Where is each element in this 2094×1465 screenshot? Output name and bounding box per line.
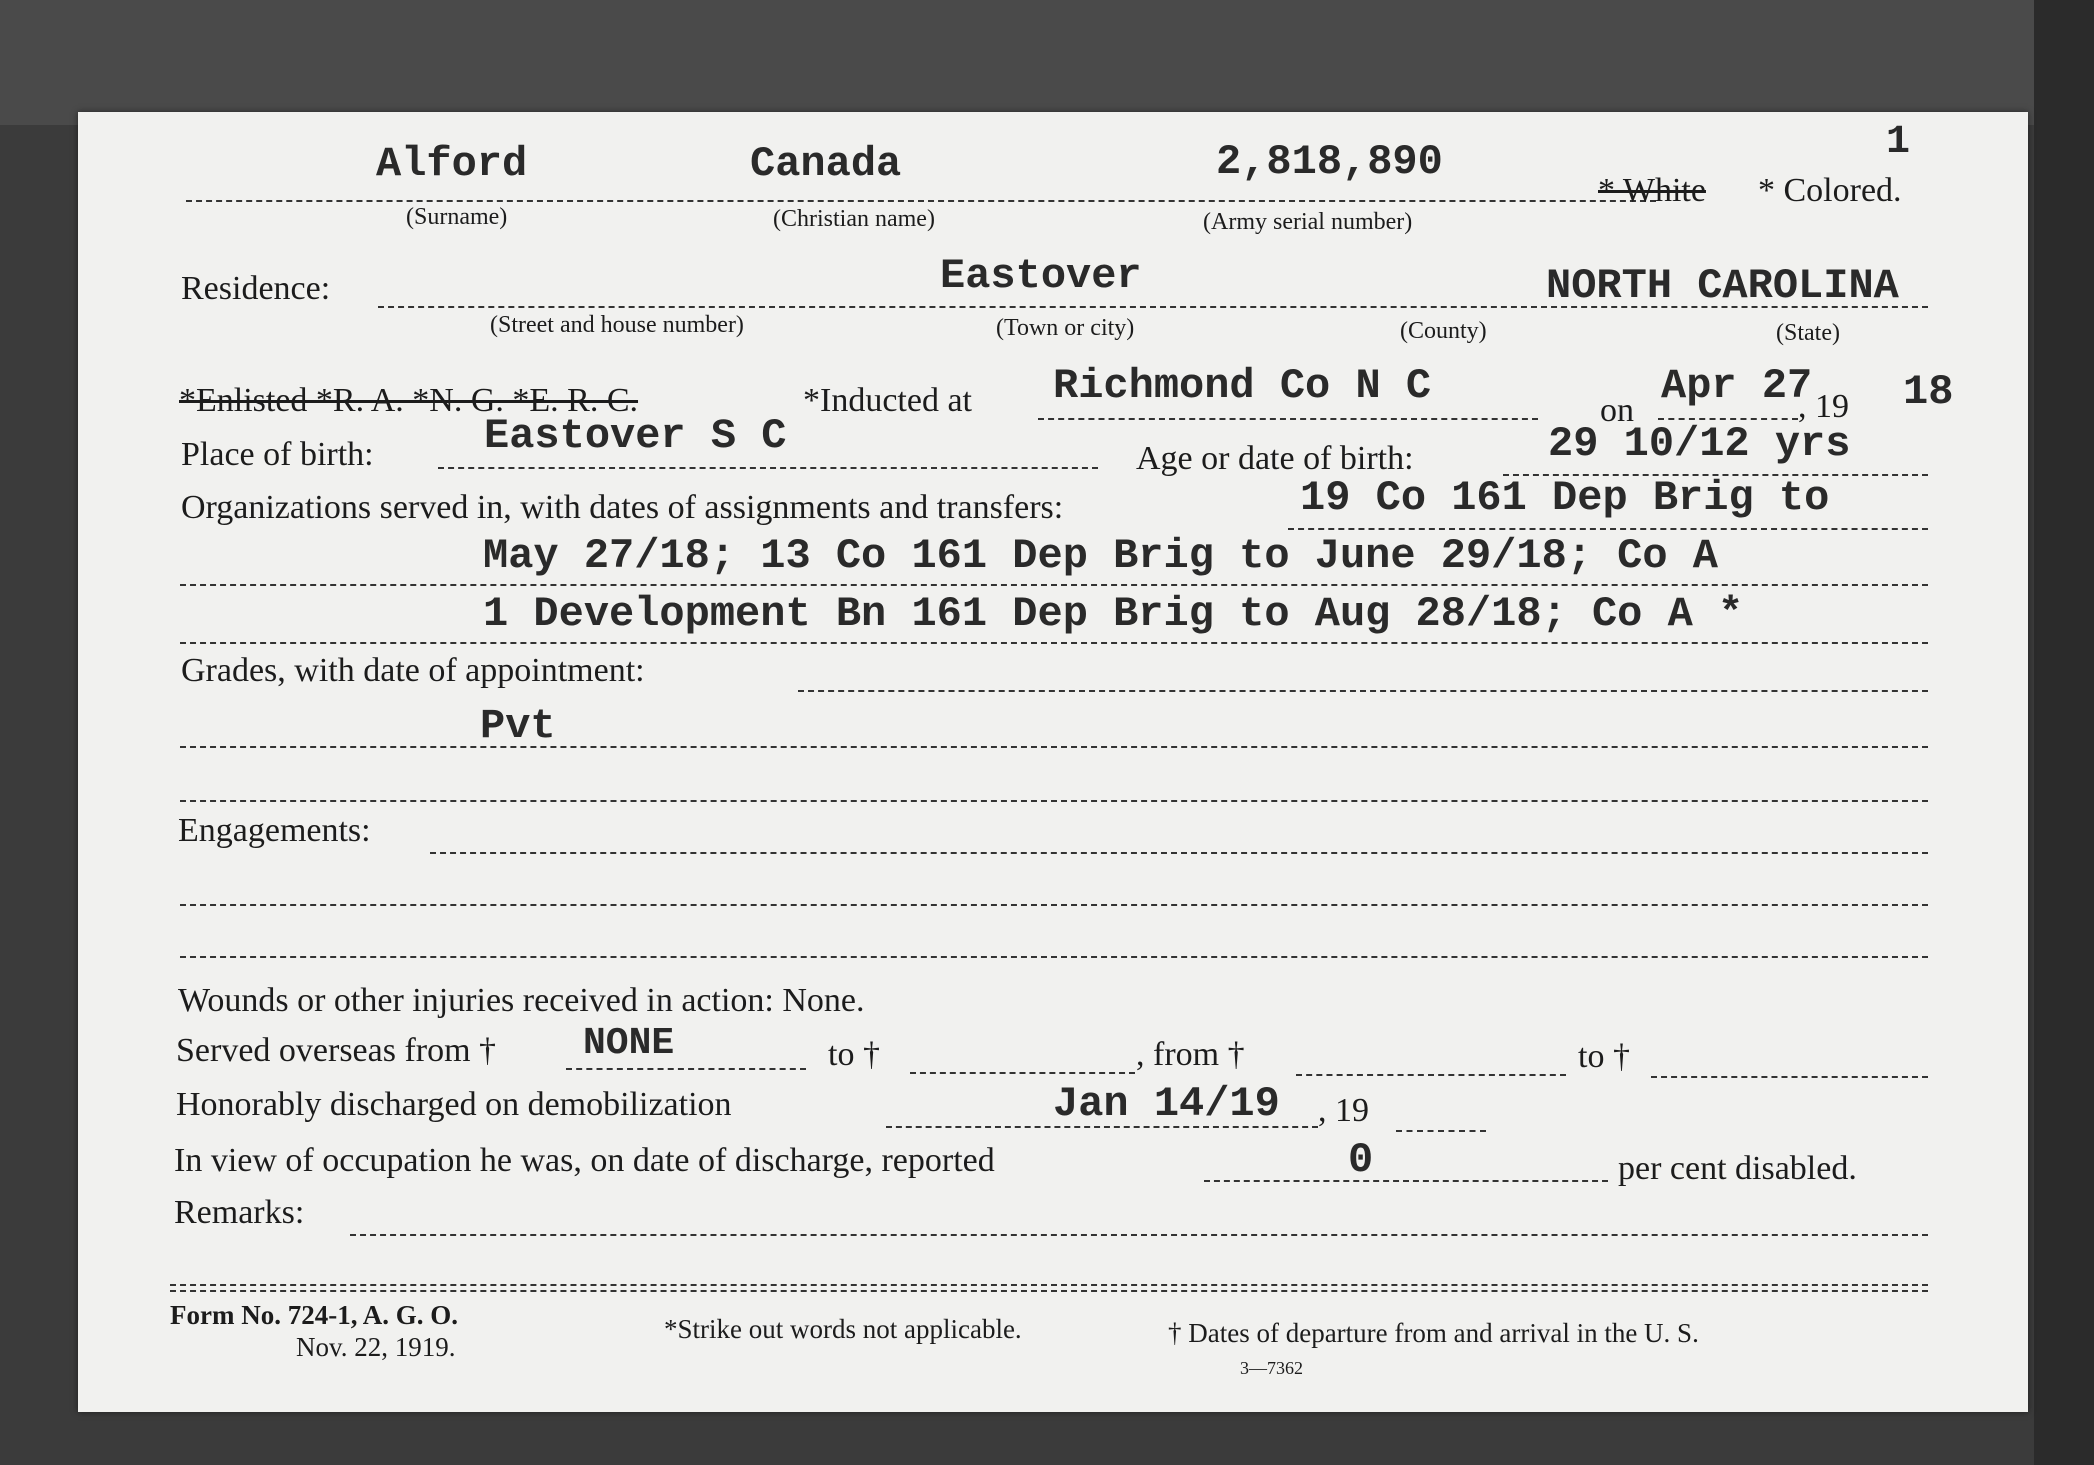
state-value: NORTH CAROLINA: [1546, 262, 1899, 310]
induction-date-value: Apr 27: [1661, 362, 1813, 410]
remarks-label: Remarks:: [174, 1194, 305, 1231]
engagements-rule-3: [180, 956, 1928, 958]
overseas-from-line: [566, 1068, 806, 1070]
served-overseas-label: Served overseas from †: [176, 1032, 497, 1069]
white-option: * White: [1598, 172, 1706, 209]
engagements-label: Engagements:: [178, 812, 371, 849]
form-number: Form No. 724-1, A. G. O.: [170, 1300, 458, 1330]
enlisted-options: *Enlisted *R. A. *N. G. *E. R. C.: [179, 382, 639, 419]
dates-note: † Dates of departure from and arrival in the U. S.: [1168, 1318, 1699, 1348]
age-value: 29 10/12 yrs: [1548, 420, 1851, 468]
grade-value: Pvt: [480, 702, 556, 750]
honorably-discharged-label: Honorably discharged on demobilization: [176, 1086, 732, 1123]
town-value: Eastover: [940, 252, 1142, 300]
wounds-text: Wounds or other injuries received in action: None.: [178, 982, 865, 1019]
discharge-date-value: Jan 14/19: [1053, 1080, 1280, 1128]
organizations-label: Organizations served in, with dates of assignments and transfers:: [181, 489, 1064, 526]
organization-line-2: May 27/18; 13 Co 161 Dep Brig to June 29/18; Co A: [483, 532, 1719, 580]
remarks-rule-1: [350, 1234, 1928, 1236]
occupation-label: In view of occupation he was, on date of discharge, reported: [174, 1142, 995, 1179]
grades-rule-2: [180, 746, 1928, 748]
inducted-label: *Inducted at: [803, 382, 972, 419]
surname-caption: (Surname): [406, 204, 508, 230]
engagements-rule-1: [430, 852, 1928, 854]
birthplace-line: [438, 467, 1098, 469]
residence-label: Residence:: [181, 270, 331, 307]
name-line: [186, 200, 1656, 202]
induction-year-value: 18: [1903, 368, 1954, 416]
background-right: [2034, 0, 2094, 1465]
to-line-1: [910, 1072, 1135, 1074]
christian-name-caption: (Christian name): [773, 206, 935, 232]
service-record-card: [78, 112, 2028, 1412]
colored-option: * Colored.: [1758, 172, 1902, 209]
year-prefix-2: , 19: [1318, 1092, 1369, 1129]
age-label: Age or date of birth:: [1136, 440, 1414, 477]
discharge-year-line: [1396, 1130, 1486, 1132]
town-caption: (Town or city): [996, 315, 1135, 341]
grades-rule-1: [798, 690, 1928, 692]
to-line-2: [1651, 1076, 1928, 1078]
engagements-rule-2: [180, 904, 1928, 906]
birthplace-value: Eastover S C: [484, 412, 787, 460]
card-number: 1: [1886, 120, 1911, 165]
background-top: [0, 0, 2094, 125]
serial-caption: (Army serial number): [1203, 209, 1413, 235]
overseas-from-value: NONE: [583, 1022, 675, 1065]
christian-name-value: Canada: [750, 140, 902, 188]
to-label-1: to †: [828, 1036, 880, 1073]
form-date: Nov. 22, 1919.: [296, 1332, 456, 1362]
org-rule-1: [1288, 528, 1928, 530]
strike-note: *Strike out words not applicable.: [664, 1314, 1022, 1344]
residence-line: [378, 306, 1928, 308]
street-caption: (Street and house number): [490, 312, 744, 338]
organization-line-1: 19 Co 161 Dep Brig to: [1300, 474, 1830, 522]
county-caption: (County): [1400, 318, 1487, 344]
to-label-2: to †: [1578, 1038, 1630, 1075]
print-code: 3—7362: [1240, 1358, 1303, 1378]
place-of-birth-label: Place of birth:: [181, 436, 374, 473]
remarks-rule-3: [170, 1290, 1928, 1292]
on-label: on: [1600, 392, 1634, 429]
from-line: [1296, 1074, 1566, 1076]
discharge-line: [886, 1126, 1318, 1128]
year-prefix: , 19: [1798, 388, 1849, 425]
state-caption: (State): [1776, 320, 1840, 346]
disability-value: 0: [1348, 1136, 1374, 1184]
serial-number-value: 2,818,890: [1216, 138, 1443, 186]
org-rule-3: [180, 642, 1928, 644]
remarks-rule-2: [170, 1284, 1928, 1286]
inducted-at-value: Richmond Co N C: [1053, 362, 1432, 410]
org-rule-2: [180, 584, 1928, 586]
grades-label: Grades, with date of appointment:: [181, 652, 645, 689]
grades-rule-3: [180, 800, 1928, 802]
from-label: , from †: [1136, 1036, 1245, 1073]
surname-value: Alford: [376, 140, 528, 188]
organization-line-3: 1 Development Bn 161 Dep Brig to Aug 28/18; Co A *: [483, 590, 1744, 638]
disability-line: [1204, 1180, 1608, 1182]
per-cent-label: per cent disabled.: [1618, 1150, 1857, 1187]
inducted-line: [1038, 418, 1538, 420]
